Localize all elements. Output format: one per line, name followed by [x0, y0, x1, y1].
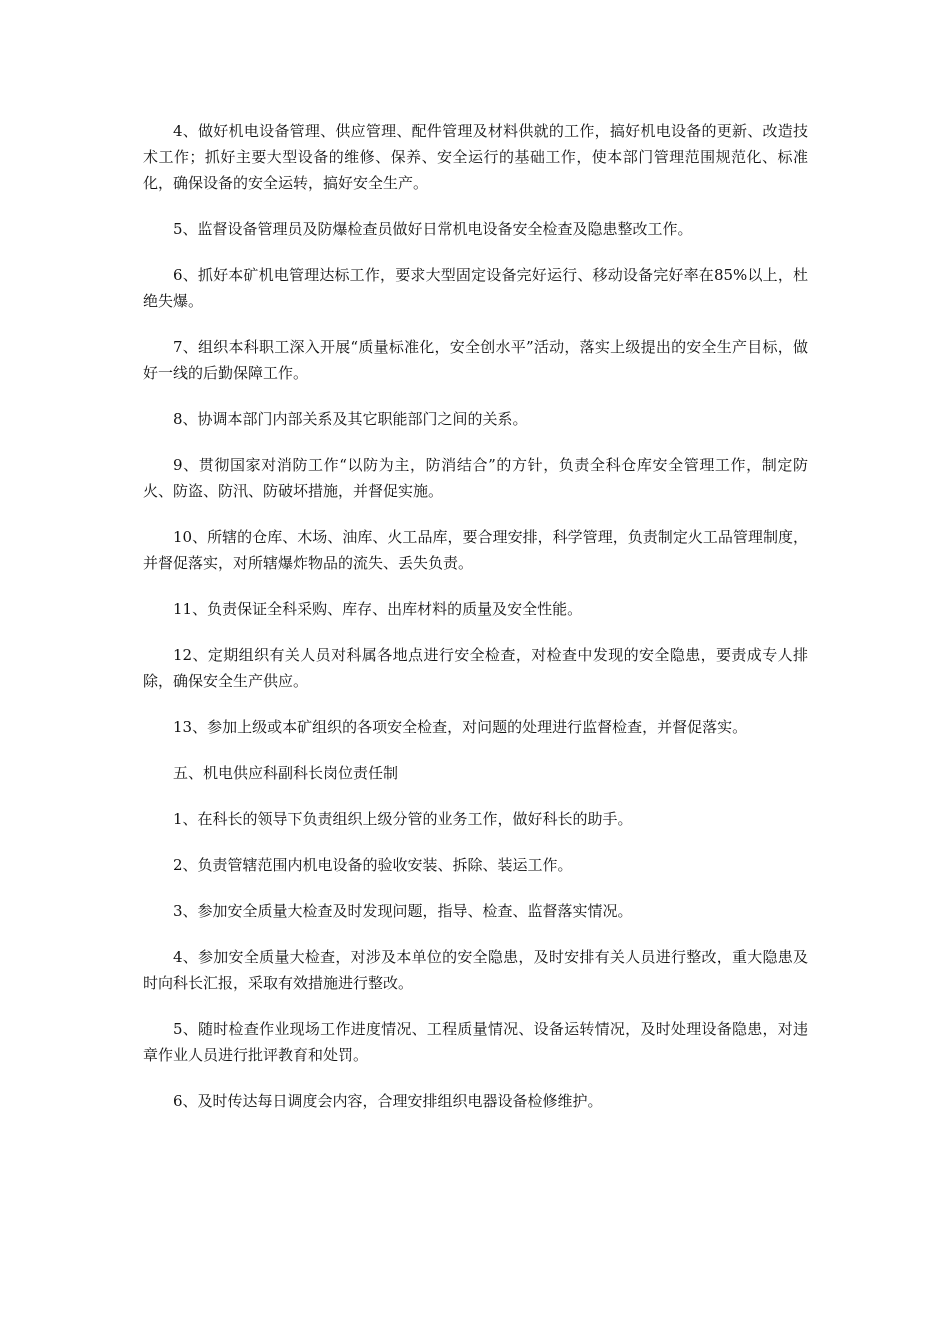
deputy-duty-item-3: 3、参加安全质量大检查及时发现问题，指导、检查、监督落实情况。 [173, 902, 633, 920]
paragraph-item-12: 12、定期组织有关人员对科属各地点进行安全检查，对检查中发现的安全隐患，要责成专人排除，确保安全生产供应。 [143, 646, 808, 690]
document-page [143, 118, 808, 1134]
paragraph-item-13: 13、参加上级或本矿组织的各项安全检查，对问题的处理进行监督检查，并督促落实。 [173, 718, 748, 736]
deputy-duty-item-5: 5、随时检查作业现场工作进度情况、工程质量情况、设备运转情况，及时处理设备隐患，对违章作业人员进行批评教育和处罚。 [143, 1020, 808, 1064]
paragraph-item-8: 8、协调本部门内部关系及其它职能部门之间的关系。 [173, 410, 528, 428]
paragraph-item-9: 9、贯彻国家对消防工作“以防为主，防消结合”的方针，负责全科仓库安全管理工作，制定防火、防盗、防汛、防破坏措施，并督促实施。 [143, 456, 808, 500]
deputy-duty-item-1: 1、在科长的领导下负责组织上级分管的业务工作，做好科长的助手。 [173, 810, 633, 828]
paragraph-item-11: 11、负责保证全科采购、库存、出库材料的质量及安全性能。 [173, 600, 583, 618]
paragraph-item-10: 10、所辖的仓库、木场、油库、火工品库，要合理安排，科学管理，负责制定火工品管理制度，并督促落实，对所辖爆炸物品的流失、丢失负责。 [143, 528, 808, 572]
paragraph-item-5: 5、监督设备管理员及防爆检查员做好日常机电设备安全检查及隐患整改工作。 [173, 220, 693, 238]
paragraph-item-6: 6、抓好本矿机电管理达标工作，要求大型固定设备完好运行、移动设备完好率在85%以上，杜绝失爆。 [143, 266, 808, 310]
paragraph-item-7: 7、组织本科职工深入开展“质量标准化，安全创水平”活动，落实上级提出的安全生产目标，做好一线的后勤保障工作。 [143, 338, 808, 382]
deputy-duty-item-2: 2、负责管辖范围内机电设备的验收安装、拆除、装运工作。 [173, 856, 573, 874]
deputy-duty-item-6: 6、及时传达每日调度会内容，合理安排组织电器设备检修维护。 [173, 1092, 603, 1110]
deputy-duty-item-4: 4、参加安全质量大检查，对涉及本单位的安全隐患，及时安排有关人员进行整改，重大隐患及时向科长汇报，采取有效措施进行整改。 [143, 948, 808, 992]
paragraph-item-4: 4、做好机电设备管理、供应管理、配件管理及材料供就的工作，搞好机电设备的更新、改造技术工作；抓好主要大型设备的维修、保养、安全运行的基础工作，使本部门管理范围规范化、标准化，确保设备的安全运转，搞好安全生产。 [143, 122, 808, 192]
section-heading: 五、机电供应科副科长岗位责任制 [173, 764, 399, 782]
